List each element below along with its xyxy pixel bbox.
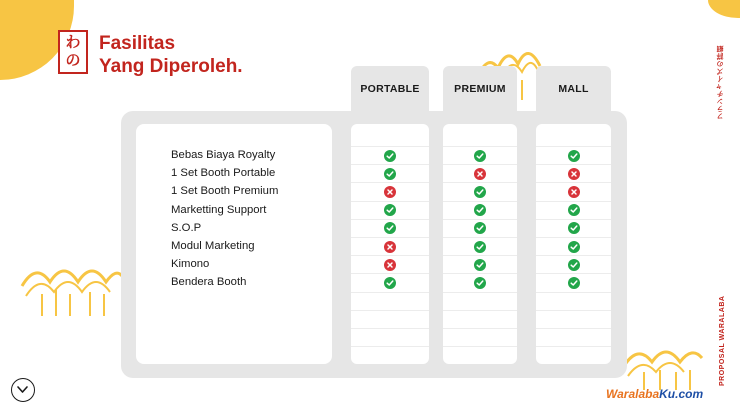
- column-header-spacer: [536, 124, 611, 147]
- table-row-empty: [443, 347, 517, 364]
- cross-circle-icon: [384, 259, 396, 271]
- table-row: [443, 274, 517, 292]
- logo-glyph-top: わ: [65, 34, 81, 51]
- table-row-empty: [443, 311, 517, 329]
- feature-label: Bebas Biaya Royalty: [171, 149, 276, 161]
- table-row: [443, 256, 517, 274]
- column-header-spacer: [443, 124, 517, 147]
- chevron-down-icon[interactable]: [11, 378, 35, 402]
- table-row-empty: [351, 347, 429, 364]
- watermark: [606, 387, 703, 401]
- wave-decoration-left: [20, 256, 124, 320]
- cross-circle-icon: [384, 241, 396, 253]
- wave-decoration-bottom-right: [622, 336, 704, 392]
- check-circle-icon: [568, 277, 580, 289]
- table-row-empty: [536, 347, 611, 364]
- check-circle-icon: [384, 150, 396, 162]
- side-label-japanese: フランチャイズの詳細: [717, 45, 724, 120]
- watermark-part-1: Waralaba: [606, 387, 660, 401]
- table-row: [351, 165, 429, 183]
- table-row: [351, 238, 429, 256]
- check-circle-icon: [384, 204, 396, 216]
- page-title-line-1: Fasilitas: [99, 33, 176, 54]
- check-circle-icon: [384, 277, 396, 289]
- table-row: [443, 183, 517, 201]
- table-row: [443, 147, 517, 165]
- cross-circle-icon: [568, 168, 580, 180]
- table-row: [536, 220, 611, 238]
- table-row-empty: [351, 311, 429, 329]
- tab-mall: MALL: [536, 66, 611, 112]
- check-circle-icon: [474, 204, 486, 216]
- cross-circle-icon: [474, 168, 486, 180]
- feature-label: Kimono: [171, 258, 210, 271]
- tab-premium: PREMIUM: [443, 66, 517, 112]
- table-row: [443, 165, 517, 183]
- feature-label: Modul Marketing: [171, 239, 255, 252]
- brand-logo: [58, 30, 88, 74]
- side-label-proposal: PROPOSAL WARALABA: [719, 295, 726, 386]
- tab-portable: PORTABLE: [351, 66, 429, 112]
- table-row: [351, 256, 429, 274]
- watermark-part-2: Ku.com: [659, 387, 704, 401]
- table-row: [536, 147, 611, 165]
- feature-label: Bendera Booth: [171, 276, 247, 289]
- column-premium: [443, 124, 517, 364]
- table-row: [351, 147, 429, 165]
- table-row-empty: [351, 293, 429, 311]
- table-row: [443, 220, 517, 238]
- check-circle-icon: [474, 150, 486, 162]
- table-row: [536, 165, 611, 183]
- table-row-empty: [536, 329, 611, 347]
- check-circle-icon: [568, 150, 580, 162]
- check-circle-icon: [474, 259, 486, 271]
- check-circle-icon: [568, 204, 580, 216]
- page-title-line-2: Yang Diperoleh.: [99, 56, 243, 77]
- check-circle-icon: [568, 222, 580, 234]
- table-row: [536, 256, 611, 274]
- table-row: [351, 183, 429, 201]
- check-circle-icon: [474, 186, 486, 198]
- check-circle-icon: [384, 168, 396, 180]
- check-circle-icon: [384, 222, 396, 234]
- feature-label: 1 Set Booth Portable: [171, 167, 276, 180]
- table-row-empty: [443, 293, 517, 311]
- check-circle-icon: [474, 277, 486, 289]
- table-row: [443, 238, 517, 256]
- table-row: [536, 274, 611, 292]
- check-circle-icon: [474, 222, 486, 234]
- column-header-spacer: [351, 124, 429, 147]
- feature-list: [171, 146, 278, 292]
- table-row-empty: [536, 311, 611, 329]
- table-row: [536, 183, 611, 201]
- table-row: [536, 202, 611, 220]
- feature-label: Marketting Support: [171, 203, 267, 216]
- feature-label: 1 Set Booth Premium: [171, 185, 279, 198]
- corner-decoration-top-right: [708, 0, 740, 18]
- table-row: [351, 274, 429, 292]
- table-row: [351, 220, 429, 238]
- feature-label: S.O.P: [171, 221, 202, 234]
- table-row-empty: [443, 329, 517, 347]
- table-row: [536, 238, 611, 256]
- table-row-empty: [536, 293, 611, 311]
- cross-circle-icon: [384, 186, 396, 198]
- table-row-empty: [351, 329, 429, 347]
- cross-circle-icon: [568, 186, 580, 198]
- check-circle-icon: [568, 241, 580, 253]
- column-portable: [351, 124, 429, 364]
- table-row: [443, 202, 517, 220]
- check-circle-icon: [568, 259, 580, 271]
- table-row: [351, 202, 429, 220]
- column-mall: [536, 124, 611, 364]
- check-circle-icon: [474, 241, 486, 253]
- logo-glyph-bottom: の: [65, 52, 81, 69]
